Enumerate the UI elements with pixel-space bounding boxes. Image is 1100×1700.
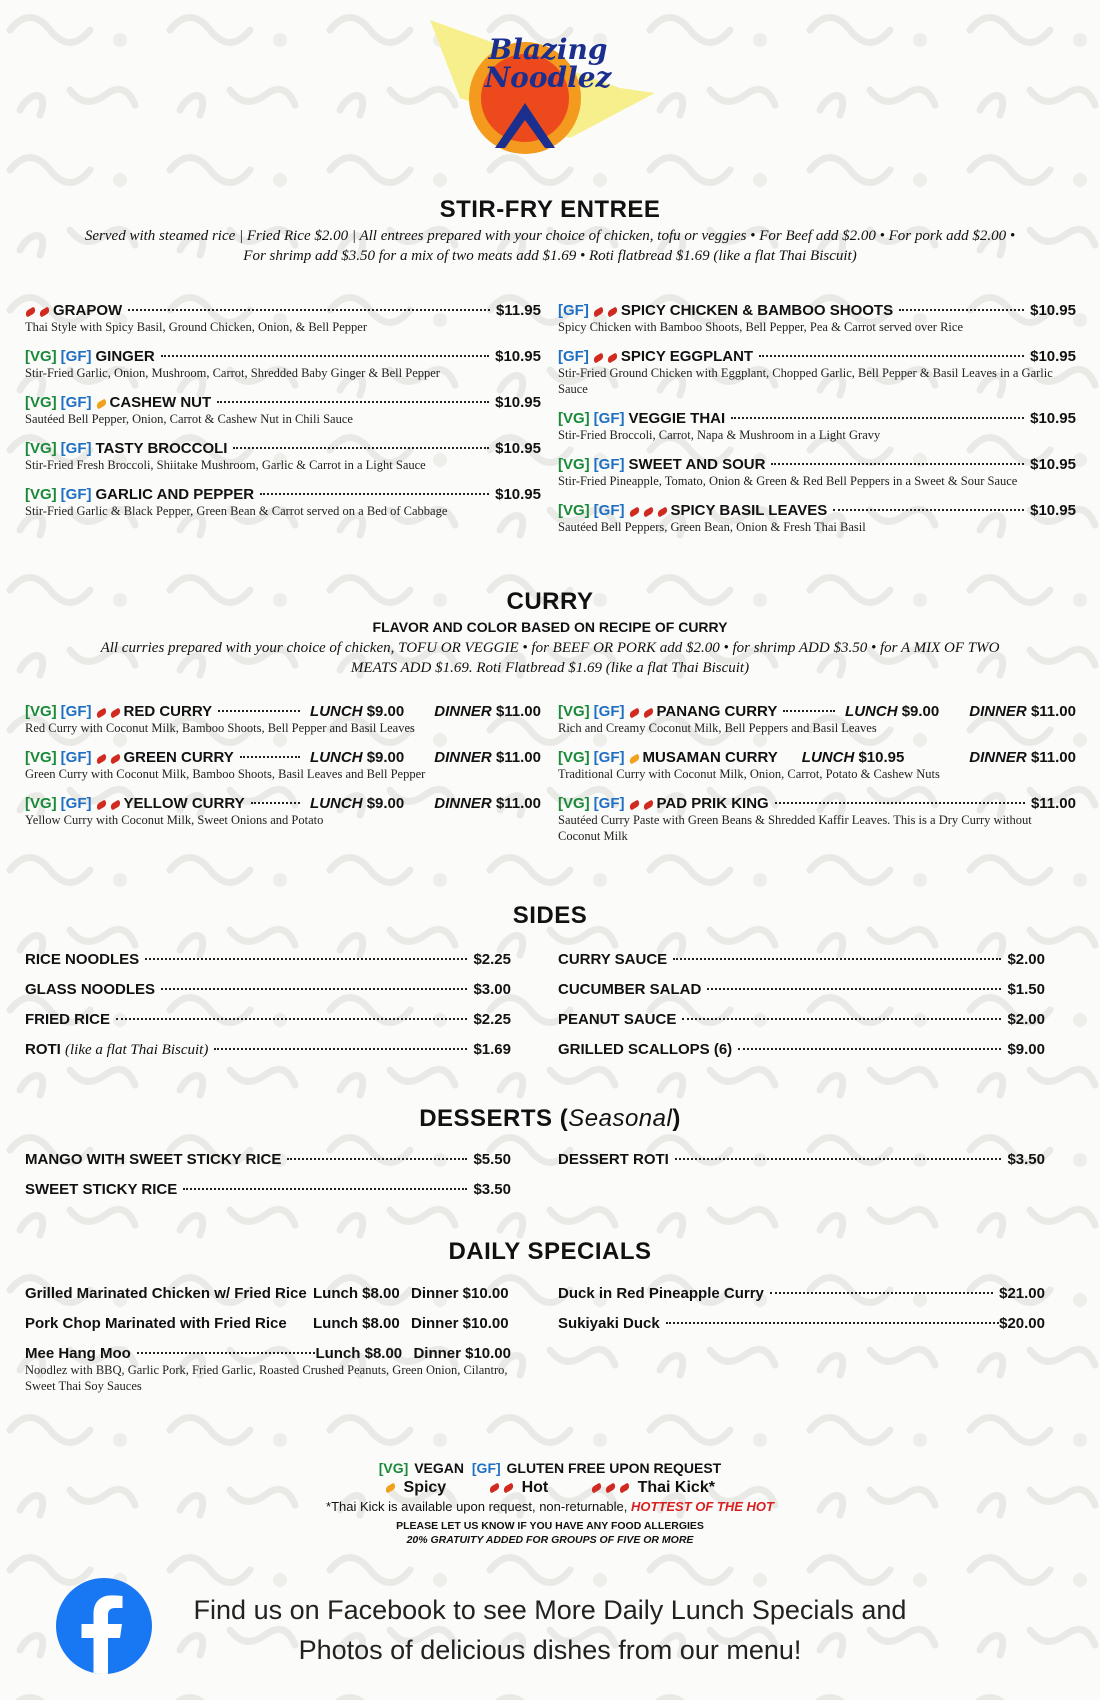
gluten-free-tag: [GF]: [60, 486, 92, 503]
lunch-price: Lunch $8.00: [315, 1345, 403, 1362]
item-name: Mee Hang Moo: [25, 1345, 131, 1362]
item-price: $20.00: [999, 1315, 1045, 1332]
vegan-tag: [VG]: [25, 486, 57, 503]
item-price: $1.50: [1007, 981, 1045, 998]
item-desc: Spicy Chicken with Bamboo Shoots, Bell Pepper, Pea & Carrot served over Rice: [558, 320, 963, 334]
pepper-icon: [592, 307, 605, 318]
pepper-icon: [95, 399, 108, 410]
item-name: Pork Chop Marinated with Fried Rice: [25, 1315, 287, 1332]
vegan-tag: [VG]: [25, 703, 57, 720]
sides-title: SIDES: [512, 902, 588, 929]
leader-dots: [161, 988, 467, 990]
item-name: RICE NOODLES: [25, 951, 140, 968]
side-item: [25, 1011, 511, 1028]
item-price: $9.00: [1007, 1041, 1045, 1058]
pepper-icon: [590, 1482, 603, 1493]
pepper-icon: [642, 800, 655, 811]
lunch-label: LUNCH: [310, 749, 363, 766]
dinner-label: DINNER: [434, 795, 492, 812]
gluten-free-tag: [GF]: [593, 749, 625, 766]
pepper-icon: [384, 1482, 397, 1493]
lunch-price: $9.00: [901, 703, 940, 720]
item-desc: Yellow Curry with Coconut Milk, Sweet Onions and Potato: [25, 813, 324, 827]
vegan-tag: [VG]: [558, 749, 590, 766]
menu-item: [558, 410, 1076, 443]
item-price: $10.95: [1030, 502, 1076, 519]
item-desc: Sautéed Curry Paste with Green Beans & Shredded Kaffir Leaves. This is a Dry Curry without Coconut Milk: [558, 813, 1032, 843]
gluten-free-tag: [GF]: [593, 795, 625, 812]
item-price: $3.50: [1007, 1151, 1045, 1168]
stirfry-right-column: [558, 302, 1076, 548]
stirfry-title: STIR-FRY ENTREE: [439, 196, 661, 223]
pepper-icon: [604, 1482, 617, 1493]
item-price: $2.00: [1007, 1011, 1045, 1028]
item-name: ROTI: [25, 1041, 61, 1058]
gluten-free-tag: [GF]: [593, 703, 625, 720]
leader-dots: [673, 958, 1001, 960]
lunch-price: $10.95: [858, 749, 905, 766]
side-item: [558, 1041, 1045, 1058]
item-price: $21.00: [999, 1285, 1045, 1302]
item-desc: Rich and Creamy Coconut Milk, Bell Peppers and Basil Leaves: [558, 721, 877, 735]
item-desc: Stir-Fried Garlic, Onion, Mushroom, Carrot, Shredded Baby Ginger & Bell Pepper: [25, 366, 440, 380]
side-item: [558, 951, 1045, 968]
menu-item: [558, 456, 1076, 489]
sides-left-column: [25, 951, 511, 1072]
vegan-tag: [VG]: [25, 795, 57, 812]
item-name: GRILLED SCALLOPS (6): [558, 1041, 733, 1058]
item-name: Sukiyaki Duck: [558, 1315, 660, 1332]
pepper-icon: [109, 708, 122, 719]
item-desc: Traditional Curry with Coconut Milk, Onion, Carrot, Potato & Cashew Nuts: [558, 767, 940, 781]
specials-title: DAILY SPECIALS: [448, 1238, 652, 1265]
special-item: [558, 1285, 1045, 1302]
curry-left-column: [25, 703, 541, 841]
item-price: $10.95: [495, 440, 541, 457]
side-item: [25, 981, 511, 998]
facebook-icon[interactable]: [56, 1578, 152, 1674]
facebook-line-1: Find us on Facebook to see More Daily Lunch Specials and: [193, 1595, 907, 1625]
leader-dots: [759, 355, 1024, 357]
item-name: SPICY BASIL LEAVES: [670, 502, 828, 519]
pepper-icon: [618, 1482, 631, 1493]
lunch-label: LUNCH: [801, 749, 855, 766]
leader-dots: [771, 463, 1024, 465]
item-desc: Stir-Fried Ground Chicken with Eggplant, Chopped Garlic, Bell Pepper & Basil Leaves in a Garlic Sauce: [558, 366, 1053, 396]
menu-item: [25, 795, 541, 828]
leader-dots: [682, 1018, 1001, 1020]
gluten-free-tag: [GF]: [60, 703, 92, 720]
leader-dots: [666, 1322, 999, 1324]
menu-item: [25, 348, 541, 381]
leader-dots: [251, 802, 300, 804]
vegan-tag: [VG]: [25, 749, 57, 766]
leader-dots: [707, 988, 1001, 990]
dinner-price: Dinner $10.00: [411, 1315, 509, 1332]
vegan-tag: [VG]: [25, 440, 57, 457]
legend-thai-kick: Thai Kick*: [637, 1479, 715, 1496]
vegan-tag: [VG]: [378, 1460, 409, 1476]
desserts-seasonal-note: Seasonal: [568, 1105, 673, 1132]
sides-right-column: [558, 951, 1045, 1071]
gluten-free-tag: [GF]: [558, 348, 589, 365]
dessert-item: [25, 1151, 511, 1168]
item-price: $10.95: [1030, 302, 1076, 319]
item-name: MANGO WITH SWEET STICKY RICE: [25, 1151, 282, 1168]
leader-dots: [183, 1188, 467, 1190]
lunch-label: LUNCH: [310, 795, 363, 812]
pepper-icon: [95, 754, 108, 765]
item-price: $10.95: [495, 348, 541, 365]
side-item: [558, 1011, 1045, 1028]
item-price: $1.69: [473, 1041, 511, 1058]
dessert-item: [25, 1181, 511, 1198]
gluten-free-tag: [GF]: [593, 502, 625, 519]
dinner-label: DINNER: [969, 749, 1027, 766]
pepper-icon: [628, 507, 641, 518]
dinner-label: DINNER: [434, 749, 492, 766]
item-desc: Stir-Fried Garlic & Black Pepper, Green Bean & Carrot served on a Bed of Cabbage: [25, 504, 448, 518]
specials-left-column: [25, 1285, 511, 1407]
item-name: Grilled Marinated Chicken w/ Fried Rice: [25, 1285, 307, 1302]
item-price: $2.25: [473, 1011, 511, 1028]
dinner-price: Dinner $10.00: [411, 1285, 509, 1302]
special-item: [25, 1315, 511, 1332]
brand-logo: [420, 18, 670, 158]
legend-thai-note: *Thai Kick is available upon request, non-returnable,: [326, 1499, 628, 1514]
stirfry-left-column: [25, 302, 541, 532]
gluten-free-tag: [GF]: [60, 749, 92, 766]
leader-dots: [833, 509, 1024, 511]
pepper-icon: [488, 1482, 501, 1493]
dinner-label: DINNER: [434, 703, 492, 720]
item-name: PANANG CURRY: [656, 703, 778, 720]
side-item: [25, 1041, 511, 1059]
item-desc: Sautéed Bell Pepper, Onion, Carrot & Cashew Nut in Chili Sauce: [25, 412, 353, 426]
legend-hot: Hot: [521, 1479, 549, 1496]
brand-line-1: Blazing: [488, 33, 608, 66]
menu-item: [558, 502, 1076, 535]
menu-item: [25, 703, 541, 736]
menu-item: [25, 749, 541, 782]
item-name: SPICY CHICKEN & BAMBOO SHOOTS: [620, 302, 894, 319]
item-desc: Stir-Fried Fresh Broccoli, Shiitake Mushroom, Garlic & Carrot in a Light Sauce: [25, 458, 426, 472]
curry-subtitle: All curries prepared with your choice of chicken, TOFU OR VEGGIE • for BEEF OR PORK add $2.00 • for shrimp ADD $3.50 • for A MIX OF TWO MEATS ADD $1.69. Roti Flatbread $1.69 (like a flat Thai Biscuit): [100, 640, 1000, 676]
leader-dots: [783, 710, 835, 712]
leader-dots: [899, 309, 1024, 311]
item-price: $10.95: [1030, 456, 1076, 473]
item-desc: Red Curry with Coconut Milk, Bamboo Shoots, Bell Pepper and Basil Leaves: [25, 721, 415, 735]
desserts-paren-close: ): [672, 1105, 681, 1132]
lunch-label: LUNCH: [845, 703, 898, 720]
item-desc: Stir-Fried Pineapple, Tomato, Onion & Green & Red Bell Peppers in a Sweet & Sour Sauce: [558, 474, 1018, 488]
pepper-icon: [109, 800, 122, 811]
lunch-price: $9.00: [366, 795, 405, 812]
gluten-free-tag: [GF]: [558, 302, 589, 319]
leader-dots: [731, 417, 1024, 419]
leader-dots: [770, 1292, 993, 1294]
vegan-tag: [VG]: [25, 348, 57, 365]
menu-item: [25, 486, 541, 519]
gluten-free-tag: [GF]: [593, 410, 625, 427]
item-name: SWEET AND SOUR: [628, 456, 766, 473]
item-name: Duck in Red Pineapple Curry: [558, 1285, 764, 1302]
lunch-price: Lunch $8.00: [313, 1285, 400, 1302]
item-name: MUSAMAN CURRY: [642, 749, 778, 766]
leader-dots: [218, 710, 300, 712]
vegan-tag: [VG]: [558, 703, 590, 720]
pepper-icon: [628, 800, 641, 811]
item-price: $10.95: [1030, 410, 1076, 427]
item-name: DESSERT ROTI: [558, 1151, 669, 1168]
lunch-price: $9.00: [366, 749, 405, 766]
legend: [0, 1460, 1100, 1546]
vegan-tag: [VG]: [25, 394, 57, 411]
legend-vegan: VEGAN: [414, 1460, 464, 1476]
item-desc: Stir-Fried Broccoli, Carrot, Napa & Mushroom in a Light Gravy: [558, 428, 881, 442]
item-desc: Thai Style with Spicy Basil, Ground Chicken, Onion, & Bell Pepper: [25, 320, 367, 334]
item-name: GARLIC AND PEPPER: [95, 486, 255, 503]
item-price: $10.95: [1030, 348, 1076, 365]
item-name: CURRY SAUCE: [558, 951, 668, 968]
item-name: VEGGIE THAI: [628, 410, 726, 427]
legend-gluten: GLUTEN FREE UPON REQUEST: [506, 1460, 722, 1476]
item-name: PEANUT SAUCE: [558, 1011, 677, 1028]
pepper-icon: [628, 754, 641, 765]
curry-right-column: [558, 703, 1076, 857]
item-price: $3.50: [473, 1181, 511, 1198]
pepper-icon: [642, 507, 655, 518]
item-name: GRAPOW: [53, 302, 123, 319]
item-desc: Green Curry with Coconut Milk, Bamboo Shoots, Basil Leaves and Bell Pepper: [25, 767, 426, 781]
leader-dots: [116, 1018, 467, 1020]
item-price: $5.50: [473, 1151, 511, 1168]
leader-dots: [775, 802, 1025, 804]
item-name: TASTY BROCCOLI: [95, 440, 228, 457]
item-name: SPICY EGGPLANT: [620, 348, 754, 365]
pepper-icon: [656, 507, 669, 518]
item-name: GLASS NOODLES: [25, 981, 156, 998]
vegan-tag: [VG]: [558, 410, 590, 427]
item-price: $10.95: [495, 394, 541, 411]
gluten-free-tag: [GF]: [60, 440, 92, 457]
item-name: YELLOW CURRY: [123, 795, 245, 812]
leader-dots: [128, 309, 490, 311]
lunch-price: Lunch $8.00: [313, 1315, 400, 1332]
leader-dots: [214, 1048, 467, 1050]
facebook-message: [160, 1590, 940, 1670]
menu-item: [25, 302, 541, 335]
special-item: [558, 1315, 1045, 1332]
leader-dots: [240, 756, 300, 758]
curry-title: CURRY: [506, 588, 594, 615]
item-name: FRIED RICE: [25, 1011, 111, 1028]
gluten-free-tag: [GF]: [60, 795, 92, 812]
dinner-label: DINNER: [969, 703, 1027, 720]
pepper-icon: [38, 307, 51, 318]
pepper-icon: [24, 307, 37, 318]
side-item: [558, 981, 1045, 998]
menu-item: [25, 440, 541, 473]
side-item: [25, 951, 511, 968]
menu-item: [558, 348, 1076, 397]
item-price: $10.95: [495, 486, 541, 503]
item-name: GINGER: [95, 348, 155, 365]
facebook-line-2: Photos of delicious dishes from our menu!: [298, 1635, 802, 1665]
legend-hottest: HOTTEST OF THE HOT: [630, 1499, 774, 1514]
item-name: SWEET STICKY RICE: [25, 1181, 178, 1198]
dinner-price: $11.00: [495, 703, 541, 720]
leader-dots: [137, 1352, 316, 1354]
item-price: $2.00: [1007, 951, 1045, 968]
leader-dots: [233, 447, 489, 449]
special-item: [25, 1345, 511, 1394]
leader-dots: [217, 401, 489, 403]
pepper-icon: [95, 708, 108, 719]
pepper-icon: [592, 353, 605, 364]
leader-dots: [161, 355, 489, 357]
special-item: [25, 1285, 511, 1302]
leader-dots: [738, 1048, 1001, 1050]
specials-right-column: [558, 1285, 1045, 1332]
item-note: (like a flat Thai Biscuit): [65, 1042, 209, 1058]
dinner-price: $11.00: [495, 795, 541, 812]
gluten-free-tag: [GF]: [593, 456, 625, 473]
item-name: CASHEW NUT: [109, 394, 212, 411]
item-desc: Sautéed Bell Peppers, Green Bean, Onion & Fresh Thai Basil: [558, 520, 866, 534]
item-name: PAD PRIK KING: [656, 795, 769, 812]
item-desc: Noodlez with BBQ, Garlic Pork, Fried Garlic, Roasted Crushed Peanuts, Green Onion, Cilantro, Sweet Thai Soy Sauces: [25, 1363, 508, 1393]
dessert-item: [558, 1151, 1045, 1168]
curry-caps: FLAVOR AND COLOR BASED ON RECIPE OF CURRY: [372, 619, 728, 635]
item-price: $11.95: [495, 302, 541, 319]
gluten-free-tag: [GF]: [471, 1460, 501, 1476]
vegan-tag: [VG]: [558, 456, 590, 473]
desserts-right-column: [558, 1151, 1045, 1181]
desserts-title: [0, 1105, 1100, 1133]
leader-dots: [145, 958, 467, 960]
vegan-tag: [VG]: [558, 502, 590, 519]
gluten-free-tag: [GF]: [60, 394, 92, 411]
item-price: $3.00: [473, 981, 511, 998]
desserts-paren-open: (: [559, 1105, 569, 1132]
lunch-price: $9.00: [366, 703, 405, 720]
brand-line-2: Noodlez: [484, 61, 612, 94]
pepper-icon: [606, 307, 619, 318]
leader-dots: [675, 1158, 1002, 1160]
legend-gratuity: 20% GRATUITY ADDED FOR GROUPS OF FIVE OR MORE: [406, 1534, 694, 1546]
dinner-price: $11.00: [1030, 703, 1076, 720]
legend-spicy: Spicy: [403, 1479, 447, 1496]
item-name: CUCUMBER SALAD: [558, 981, 702, 998]
pepper-icon: [606, 353, 619, 364]
vegan-tag: [VG]: [558, 795, 590, 812]
dinner-price: Dinner $10.00: [413, 1345, 511, 1362]
menu-item: [558, 795, 1076, 844]
desserts-left-column: [25, 1151, 511, 1211]
item-price: $2.25: [473, 951, 511, 968]
pepper-icon: [95, 800, 108, 811]
pepper-icon: [109, 754, 122, 765]
dinner-price: $11.00: [1030, 749, 1076, 766]
leader-dots: [287, 1158, 467, 1160]
desserts-title-text: DESSERTS: [419, 1105, 553, 1132]
item-name: GREEN CURRY: [123, 749, 234, 766]
stirfry-subtitle: Served with steamed rice | Fried Rice $2.00 | All entrees prepared with your choice of chicken, tofu or veggies • For Beef add $2.00 • For pork add $2.00 • For shrimp add $3.50 for a mix of two meats add $1.69 • Roti flatbread $1.69 (like a flat Thai Biscuit): [84, 228, 1016, 264]
lunch-label: LUNCH: [310, 703, 363, 720]
menu-item: [25, 394, 541, 427]
menu-item: [558, 703, 1076, 736]
dinner-price: $11.00: [495, 749, 541, 766]
item-price: $11.00: [1030, 795, 1076, 812]
menu-item: [558, 302, 1076, 335]
item-name: RED CURRY: [123, 703, 213, 720]
legend-allergies: PLEASE LET US KNOW IF YOU HAVE ANY FOOD ALLERGIES: [396, 1520, 704, 1532]
pepper-icon: [502, 1482, 515, 1493]
pepper-icon: [642, 708, 655, 719]
leader-dots: [260, 493, 489, 495]
gluten-free-tag: [GF]: [60, 348, 92, 365]
menu-item: [558, 749, 1076, 782]
pepper-icon: [628, 708, 641, 719]
